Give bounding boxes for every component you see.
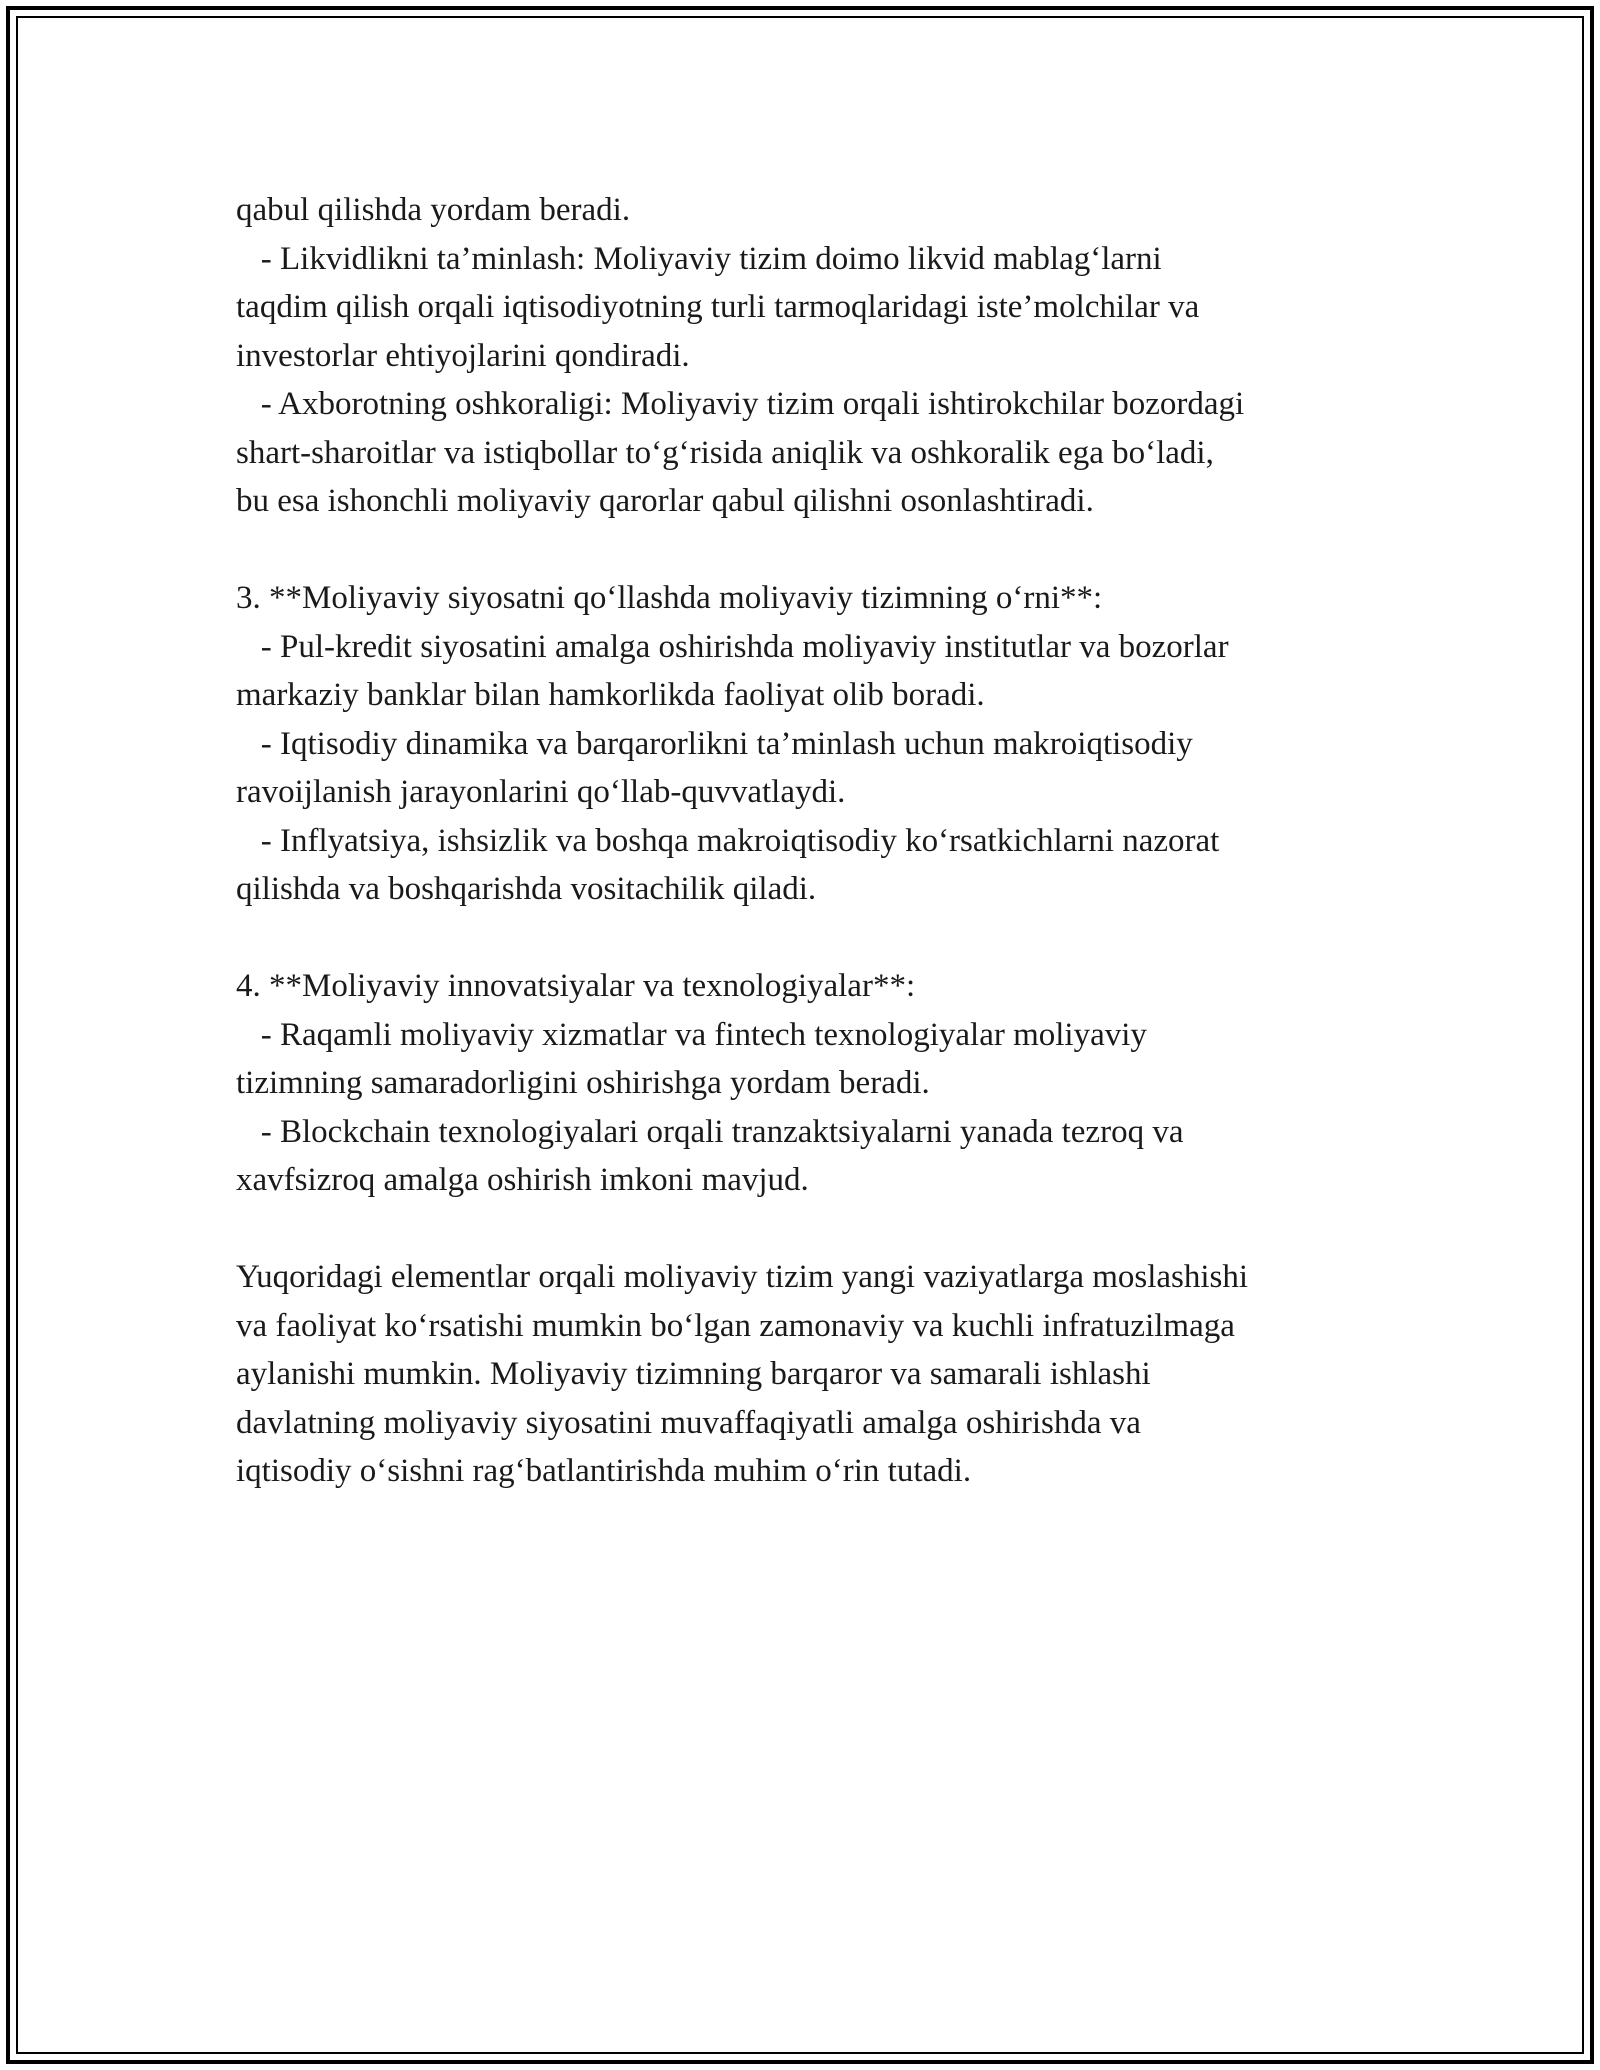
document-body <box>236 186 1396 1496</box>
text-line: xavfsizroq amalga oshirish imkoni mavjud. <box>236 1162 809 1198</box>
text-line: ravoijlanish jarayonlarini qo‘llab-quvvatlaydi. <box>236 774 846 810</box>
paragraph-gap <box>236 1205 1396 1254</box>
text-line: shart-sharoitlar va istiqbollar to‘g‘risida aniqlik va oshkoralik ega bo‘ladi, <box>236 434 1214 471</box>
text-line: - Iqtisodiy dinamika va barqarorlikni ta’minlash uchun makroiqtisodiy <box>236 725 1193 762</box>
text-line: tizimning samaradorligini oshirishga yordam beradi. <box>236 1065 930 1101</box>
text-line: - Pul-kredit siyosatini amalga oshirishda moliyaviy institutlar va bozorlar <box>236 628 1229 665</box>
text-line: bu esa ishonchli moliyaviy qarorlar qabul qilishni osonlashtiradi. <box>236 483 1094 519</box>
text-line: qilishda va boshqarishda vositachilik qiladi. <box>236 871 817 907</box>
section-heading: 3. **Moliyaviy siyosatni qo‘llashda moliyaviy tizimning o‘rni**: <box>236 580 1103 616</box>
text-line: - Axborotning oshkoraligi: Moliyaviy tizim orqali ishtirokchilar bozordagi <box>236 386 1245 422</box>
text-line: - Blockchain texnologiyalari orqali tranzaktsiyalarni yanada tezroq va <box>236 1113 1184 1150</box>
text-line: qabul qilishda yordam beradi. <box>236 192 631 228</box>
text-line: iqtisodiy o‘sishni rag‘batlantirishda muhim o‘rin tutadi. <box>236 1453 972 1489</box>
paragraph-gap <box>236 914 1396 963</box>
text-line: - Likvidlikni ta’minlash: Moliyaviy tizim doimo likvid mablag‘larni <box>236 240 1162 277</box>
text-line: Yuqoridagi elementlar orqali moliyaviy tizim yangi vaziyatlarga moslashishi <box>236 1259 1249 1295</box>
section-heading: 4. **Moliyaviy innovatsiyalar va texnologiyalar**: <box>236 968 916 1004</box>
text-line: taqdim qilish orqali iqtisodiyotning turli tarmoqlaridagi iste’molchilar va <box>236 289 1200 325</box>
text-line: va faoliyat ko‘rsatishi mumkin bo‘lgan zamonaviy va kuchli infratuzilmaga <box>236 1307 1235 1344</box>
text-line: aylanishi mumkin. Moliyaviy tizimning barqaror va samarali ishlashi <box>236 1356 1151 1392</box>
text-line: - Inflyatsiya, ishsizlik va boshqa makroiqtisodiy ko‘rsatkichlarni nazorat <box>236 822 1220 859</box>
text-line: markaziy banklar bilan hamkorlikda faoliyat olib boradi. <box>236 677 985 713</box>
paragraph-gap <box>236 526 1396 575</box>
text-line: - Raqamli moliyaviy xizmatlar va fintech texnologiyalar moliyaviy <box>236 1016 1147 1053</box>
text-line: davlatning moliyaviy siyosatini muvaffaqiyatli amalga oshirishda va <box>236 1404 1141 1441</box>
text-line: investorlar ehtiyojlarini qondiradi. <box>236 337 690 374</box>
